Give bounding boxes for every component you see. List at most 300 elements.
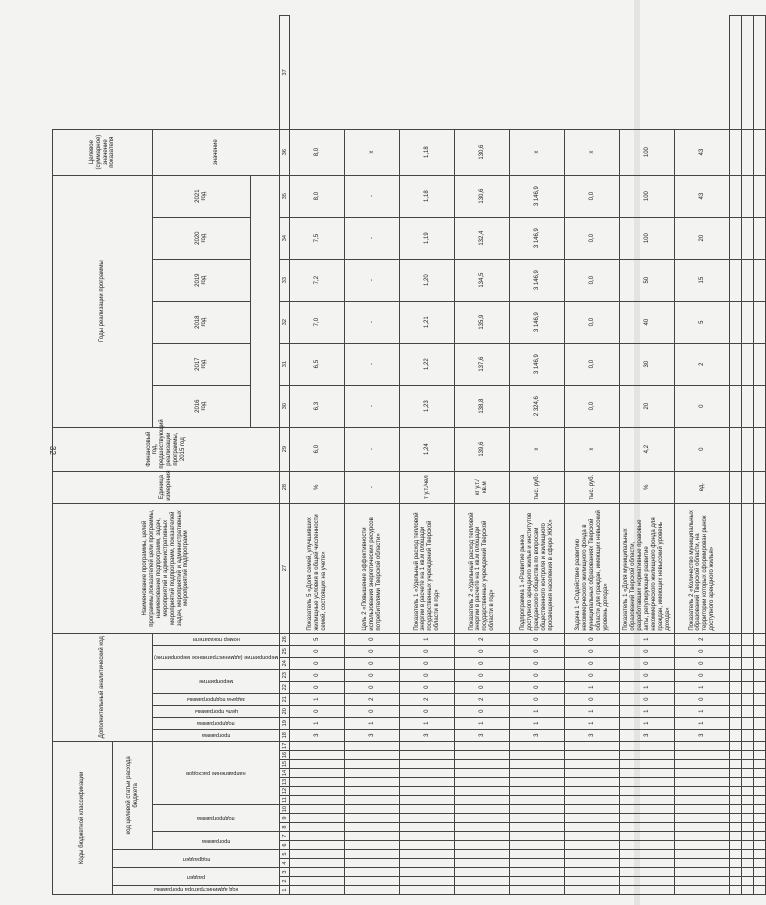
- admin-code-header: код администратора программы: [113, 886, 280, 895]
- budget-code-cell: [675, 859, 730, 868]
- budget-code-cell: [345, 778, 400, 787]
- budget-code-cell: [455, 778, 510, 787]
- row-unit: -: [345, 471, 400, 503]
- column-number-cell: 23: [280, 669, 290, 681]
- column-number-cell: 21: [280, 693, 290, 705]
- column-number-cell: 33: [280, 259, 290, 301]
- budget-code-cell: [510, 841, 565, 850]
- budget-code-cell: [565, 841, 620, 850]
- blank-cell: [754, 385, 766, 427]
- blank-cell: [730, 16, 742, 130]
- budget-code-cell: [565, 877, 620, 886]
- budget-code-cell: [675, 877, 730, 886]
- budget-code-cell: [675, 751, 730, 760]
- budget-code-cell: [510, 832, 565, 841]
- section-header: раздел: [113, 868, 280, 886]
- analytic-code-digit: 0: [510, 633, 565, 645]
- blank-cell: [742, 657, 754, 669]
- an-indicator-number-header: номер показателя: [153, 633, 280, 645]
- row-base-2015: x: [510, 427, 565, 471]
- blank-cell: [742, 669, 754, 681]
- column-number-cell: 35: [280, 175, 290, 217]
- blank-row: [754, 16, 766, 895]
- blank-cell: [754, 729, 766, 741]
- blank-cell: [742, 850, 754, 859]
- budget-code-cell: [455, 751, 510, 760]
- budget-code-cell: [455, 814, 510, 823]
- column-number-cell: 32: [280, 301, 290, 343]
- row-year-value: 20: [620, 385, 675, 427]
- blank-cell: [742, 751, 754, 760]
- column-number-cell: 19: [280, 717, 290, 729]
- row-year-value: 0,0: [565, 259, 620, 301]
- years-realization-header: Годы реализации программы: [53, 175, 153, 427]
- row-base-2015: 6,0: [290, 427, 345, 471]
- analytic-code-digit: 3: [675, 729, 730, 741]
- budget-code-cell: [345, 886, 400, 895]
- blank-cell: [730, 859, 742, 868]
- blank-cell: [742, 741, 754, 750]
- blank-cell: [754, 886, 766, 895]
- row-name: Показатель 2 «Количество муниципальных образований Тверской области, на территории которых сформирован рынок доступного арендного жилья»: [675, 503, 730, 633]
- subprogram-header: подпрограмма: [153, 805, 280, 832]
- blank-cell: [730, 778, 742, 787]
- budget-code-cell: [455, 787, 510, 796]
- budget-code-cell: [290, 886, 345, 895]
- blank-cell: [742, 729, 754, 741]
- budget-code-cell: [675, 850, 730, 859]
- an-subprogram-header: подпрограмма: [153, 717, 280, 729]
- column-number-cell: 20: [280, 705, 290, 717]
- blank-cell: [754, 717, 766, 729]
- analytic-code-digit: 1: [675, 705, 730, 717]
- blank-cell: [742, 471, 754, 503]
- blank-cell: [730, 787, 742, 796]
- analytic-code-digit: 0: [675, 657, 730, 669]
- budget-code-cell: [510, 868, 565, 877]
- analytic-code-digit: 1: [510, 705, 565, 717]
- budget-code-cell: [620, 796, 675, 805]
- column-number-cell: 3: [280, 868, 290, 877]
- row-unit: %: [290, 471, 345, 503]
- blank-cell: [754, 850, 766, 859]
- analytic-code-digit: 0: [400, 705, 455, 717]
- budget-code-cell: [675, 787, 730, 796]
- column-number-cell: 10: [280, 805, 290, 814]
- row-target-value: 8,0: [290, 129, 345, 175]
- budget-code-cell: [290, 841, 345, 850]
- budget-code-cell: [510, 823, 565, 832]
- budget-code-cell: [345, 814, 400, 823]
- analytic-code-digit: 3: [620, 729, 675, 741]
- budget-code-cell: [620, 823, 675, 832]
- row-year-value: 0,0: [565, 301, 620, 343]
- analytic-code-digit: 0: [510, 669, 565, 681]
- blank-cell: [754, 805, 766, 814]
- analytic-code-digit: 0: [565, 693, 620, 705]
- budget-code-cell: [510, 787, 565, 796]
- column-number-cell: 37: [280, 16, 290, 130]
- budget-code-cell: [290, 877, 345, 886]
- row-year-value: 1,22: [400, 343, 455, 385]
- blank-cell: [730, 805, 742, 814]
- budget-code-cell: [675, 760, 730, 769]
- analytic-code-digit: 1: [565, 717, 620, 729]
- budget-code-cell: [510, 814, 565, 823]
- analytic-code-digit: 0: [345, 669, 400, 681]
- budget-code-cell: [290, 805, 345, 814]
- column-number-cell: 11: [280, 796, 290, 805]
- column-number-cell: 29: [280, 427, 290, 471]
- blank-cell: [754, 787, 766, 796]
- budget-code-cell: [620, 868, 675, 877]
- budget-code-cell: [345, 769, 400, 778]
- blank-cell: [730, 693, 742, 705]
- row-year-value: 40: [620, 301, 675, 343]
- row-target-value: 43: [675, 129, 730, 175]
- budget-code-cell: [400, 751, 455, 760]
- blank-cell: [730, 751, 742, 760]
- blank-cell: [754, 760, 766, 769]
- budget-code-cell: [290, 760, 345, 769]
- analytic-code-digit: 3: [400, 729, 455, 741]
- budget-code-cell: [400, 823, 455, 832]
- row-year-value: 1,23: [400, 385, 455, 427]
- budget-code-cell: [510, 877, 565, 886]
- budget-code-cell: [290, 823, 345, 832]
- blank-cell: [754, 868, 766, 877]
- column-number-cell: 7: [280, 832, 290, 841]
- blank-cell: [742, 705, 754, 717]
- budget-code-cell: [290, 850, 345, 859]
- analytic-code-digit: 1: [400, 633, 455, 645]
- analytic-code-digit: 0: [620, 657, 675, 669]
- budget-code-cell: [675, 832, 730, 841]
- budget-code-cell: [565, 787, 620, 796]
- analytic-code-digit: 0: [345, 657, 400, 669]
- budget-code-cell: [290, 741, 345, 750]
- analytic-code-digit: 0: [510, 693, 565, 705]
- analytic-code-digit: 2: [675, 633, 730, 645]
- blank-cell: [730, 814, 742, 823]
- budget-code-cell: [620, 760, 675, 769]
- row-year-value: -: [345, 217, 400, 259]
- budget-code-cell: [620, 778, 675, 787]
- row-year-value: 3 146,9: [510, 259, 565, 301]
- analytic-code-digit: 3: [510, 729, 565, 741]
- value-header: значение: [153, 129, 280, 175]
- blank-cell: [730, 503, 742, 633]
- row-target-value: x: [565, 129, 620, 175]
- blank-cell: [742, 385, 754, 427]
- an-goal-header: цель программы: [153, 705, 280, 717]
- row-year-value: 100: [620, 217, 675, 259]
- blank-cell: [742, 823, 754, 832]
- blank-cell: [754, 129, 766, 175]
- blank-cell: [730, 823, 742, 832]
- blank-cell: [742, 859, 754, 868]
- budget-code-cell: [400, 877, 455, 886]
- budget-code-cell: [455, 805, 510, 814]
- blank-cell: [742, 343, 754, 385]
- budget-code-cell: [510, 796, 565, 805]
- budget-code-cell: [345, 787, 400, 796]
- budget-code-cell: [400, 796, 455, 805]
- budget-codes-header: Коды бюджетной классификации: [53, 741, 113, 894]
- row-unit: %: [620, 471, 675, 503]
- budget-code-cell: [400, 832, 455, 841]
- analytic-code-digit: 0: [345, 645, 400, 657]
- blank-cell: [754, 633, 766, 645]
- blank-cell: [730, 841, 742, 850]
- budget-code-cell: [565, 796, 620, 805]
- analytic-code-digit: 1: [620, 705, 675, 717]
- blank-cell: [730, 717, 742, 729]
- row-name: Подпрограмма 1 «Развитие рынка доступного арендного жилья и институтов гражданского общества по вопросам общественного контроля и жилищного просвещения населения в сфере ЖКХ»: [510, 503, 565, 633]
- budget-code-cell: [565, 832, 620, 841]
- blank-cell: [742, 129, 754, 175]
- blank-cell: [754, 427, 766, 471]
- row-year-value: 134,5: [455, 259, 510, 301]
- analytic-code-digit: 0: [455, 645, 510, 657]
- analytic-code-digit: 1: [620, 681, 675, 693]
- budget-code-cell: [345, 841, 400, 850]
- column-number-cell: 30: [280, 385, 290, 427]
- row-name: Цель 2 «Повышение эффективности использования энергетических ресурсов потребителями Тверской области»: [345, 503, 400, 633]
- blank-cell: [754, 823, 766, 832]
- an-task-header: задача подпрограммы: [153, 693, 280, 705]
- column-number-cell: 28: [280, 471, 290, 503]
- an-event-header: мероприятие: [153, 669, 280, 693]
- row-base-2015: 4,2: [620, 427, 675, 471]
- blank-cell: [742, 681, 754, 693]
- blank-cell: [754, 657, 766, 669]
- column-number-cell: 12: [280, 787, 290, 796]
- blank-cell: [754, 16, 766, 130]
- target-item-code-header: код целевой статьи расхода бюджета: [113, 741, 153, 849]
- blank-cell: [742, 301, 754, 343]
- budget-code-cell: [510, 859, 565, 868]
- row-base-2015: 1,24: [400, 427, 455, 471]
- blank-cell: [730, 471, 742, 503]
- year-2017-header: 2017 год: [153, 343, 251, 385]
- budget-code-cell: [455, 823, 510, 832]
- row-year-value: 7,0: [290, 301, 345, 343]
- analytic-code-digit: 3: [345, 729, 400, 741]
- budget-code-cell: [565, 886, 620, 895]
- analytic-code-digit: 0: [565, 657, 620, 669]
- row-target-value: x: [510, 129, 565, 175]
- analytic-code-digit: 0: [675, 693, 730, 705]
- analytic-code-digit: 0: [455, 657, 510, 669]
- an-program-header: программа: [153, 729, 280, 741]
- blank-cell: [754, 503, 766, 633]
- budget-code-cell: [345, 859, 400, 868]
- row-year-value: 132,4: [455, 217, 510, 259]
- budget-code-cell: [675, 841, 730, 850]
- budget-code-cell: [290, 751, 345, 760]
- blank-cell: [742, 217, 754, 259]
- budget-code-cell: [455, 886, 510, 895]
- budget-code-cell: [675, 778, 730, 787]
- blank-cell: [730, 796, 742, 805]
- budget-code-cell: [345, 751, 400, 760]
- blank-cell: [754, 471, 766, 503]
- blank-row: [730, 16, 742, 895]
- row-name: Показатель 2 «Удельный расход тепловой энергии в расчете на 1 кв.м площади государственных учреждений Тверской области в год»: [455, 503, 510, 633]
- row-year-value: 100: [620, 175, 675, 217]
- unit-header: Единица измерения: [53, 471, 280, 503]
- row-year-value: 3 146,9: [510, 343, 565, 385]
- blank-cell: [754, 705, 766, 717]
- name-header: Наименование программы, целей программы,показателей цели программы, наименование подпрограмм, задач, мероприятий и административных мероприятий подпрограмм, показателей задач, мероприятий и административных мероприятий подпрограмм: [53, 503, 280, 633]
- blank-cell: [742, 832, 754, 841]
- budget-code-cell: [620, 805, 675, 814]
- blank-cell: [742, 805, 754, 814]
- blank-cell: [754, 769, 766, 778]
- budget-code-cell: [290, 859, 345, 868]
- analytic-code-digit: 0: [565, 669, 620, 681]
- blank-cell: [730, 681, 742, 693]
- blank-cell: [742, 16, 754, 130]
- row-year-value: 0,0: [565, 217, 620, 259]
- blank-cell: [730, 633, 742, 645]
- budget-code-cell: [620, 741, 675, 750]
- column-number-cell: 22: [280, 681, 290, 693]
- budget-code-cell: [620, 877, 675, 886]
- row-unit: т у.т./чел: [400, 471, 455, 503]
- row-year-value: 130,6: [455, 175, 510, 217]
- analytic-code-digit: 0: [620, 669, 675, 681]
- row-year-value: 7,2: [290, 259, 345, 301]
- program-indicators-table: [52, 15, 766, 895]
- table-row: [620, 16, 675, 895]
- row-name: Показатель 5 «Доля семей, улучшивших жилищные условия в общей численности семей, состоящих на учете»: [290, 503, 345, 633]
- row-unit: тыс. руб.: [510, 471, 565, 503]
- budget-code-cell: [455, 850, 510, 859]
- budget-code-cell: [620, 787, 675, 796]
- row-unit: ед.: [675, 471, 730, 503]
- blank-cell: [742, 787, 754, 796]
- column-number-cell: 26: [280, 633, 290, 645]
- budget-code-cell: [510, 886, 565, 895]
- budget-code-cell: [455, 760, 510, 769]
- row-year-value: 1,19: [400, 217, 455, 259]
- analytic-code-digit: 1: [510, 717, 565, 729]
- budget-code-cell: [345, 741, 400, 750]
- row-year-value: 138,8: [455, 385, 510, 427]
- budget-code-cell: [620, 886, 675, 895]
- analytic-code-digit: 0: [565, 633, 620, 645]
- column-number-cell: 13: [280, 778, 290, 787]
- blank-cell: [742, 877, 754, 886]
- budget-code-cell: [510, 760, 565, 769]
- budget-code-cell: [620, 850, 675, 859]
- blank-cell: [730, 877, 742, 886]
- row-year-value: 3 146,9: [510, 217, 565, 259]
- row-year-value: 6,5: [290, 343, 345, 385]
- blank-cell: [742, 760, 754, 769]
- row-year-value: -: [345, 343, 400, 385]
- budget-code-cell: [290, 832, 345, 841]
- budget-code-cell: [565, 769, 620, 778]
- row-year-value: 2 324,6: [510, 385, 565, 427]
- blank-cell: [742, 886, 754, 895]
- analytic-code-digit: 0: [290, 705, 345, 717]
- budget-code-cell: [345, 832, 400, 841]
- blank-cell: [730, 645, 742, 657]
- budget-code-cell: [400, 741, 455, 750]
- blank-cell: [742, 769, 754, 778]
- column-number-cell: 14: [280, 769, 290, 778]
- analytic-code-digit: 0: [290, 645, 345, 657]
- blank-cell: [754, 877, 766, 886]
- analytic-code-digit: 0: [400, 669, 455, 681]
- document-sheet: [52, 15, 716, 895]
- column-number-cell: 4: [280, 859, 290, 868]
- blank-cell: [754, 814, 766, 823]
- budget-code-cell: [675, 868, 730, 877]
- row-name: Показатель 1 «Удельный расход тепловой энергии в расчете на 1 кв.м площади государственных учреждений Тверской области в год»: [400, 503, 455, 633]
- row-target-value: 100: [620, 129, 675, 175]
- row-year-value: 3 146,9: [510, 175, 565, 217]
- blank-cell: [754, 669, 766, 681]
- analytic-code-digit: 0: [510, 681, 565, 693]
- analytic-code-digit: 0: [455, 705, 510, 717]
- blank-cell: [754, 751, 766, 760]
- budget-code-cell: [345, 868, 400, 877]
- analytic-code-digit: 0: [345, 681, 400, 693]
- analytic-code-digit: 0: [290, 657, 345, 669]
- table-row: [455, 16, 510, 895]
- blank-cell: [742, 693, 754, 705]
- column-number-row: [280, 16, 290, 895]
- budget-code-cell: [455, 841, 510, 850]
- row-year-value: 30: [620, 343, 675, 385]
- blank-cell: [742, 427, 754, 471]
- budget-code-cell: [675, 805, 730, 814]
- blank-cell: [730, 259, 742, 301]
- column-number-cell: 34: [280, 217, 290, 259]
- budget-code-cell: [620, 769, 675, 778]
- budget-code-cell: [400, 814, 455, 823]
- budget-code-cell: [345, 805, 400, 814]
- budget-code-cell: [565, 751, 620, 760]
- blank-cell: [730, 868, 742, 877]
- program-header: программа: [153, 832, 280, 850]
- blank-cell: [754, 681, 766, 693]
- analytic-code-digit: 0: [455, 681, 510, 693]
- table-row: [400, 16, 455, 895]
- analytic-code-digit: 3: [565, 729, 620, 741]
- column-number-cell: 36: [280, 129, 290, 175]
- budget-code-cell: [290, 796, 345, 805]
- budget-code-cell: [510, 769, 565, 778]
- blank-cell: [730, 343, 742, 385]
- column-number-cell: 15: [280, 760, 290, 769]
- budget-code-cell: [455, 741, 510, 750]
- analytic-code-digit: 0: [675, 669, 730, 681]
- budget-code-cell: [400, 778, 455, 787]
- column-number-cell: 27: [280, 503, 290, 633]
- column-number-cell: 18: [280, 729, 290, 741]
- blank-cell: [754, 796, 766, 805]
- analytic-code-digit: 2: [345, 693, 400, 705]
- analytic-code-digit: 1: [620, 633, 675, 645]
- analytic-code-digit: 2: [455, 693, 510, 705]
- analytic-code-digit: 1: [400, 717, 455, 729]
- row-year-value: 50: [620, 259, 675, 301]
